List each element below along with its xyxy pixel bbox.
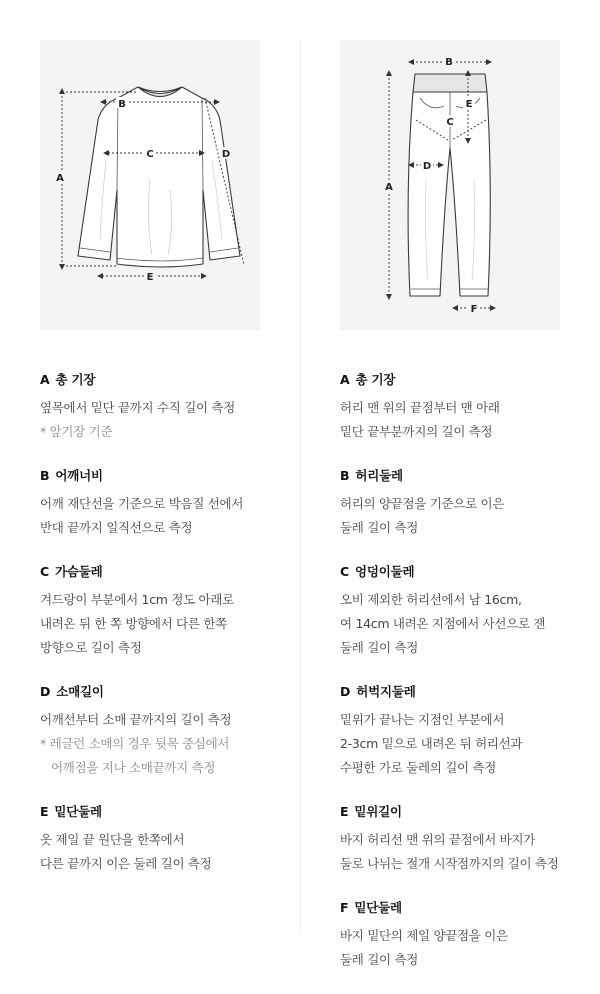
section-text: 바지 밑단의 제일 양끝점을 이은 (340, 928, 508, 943)
section-text: 허리의 양끝점을 기준으로 이은 (340, 496, 505, 511)
bottom-measurement-guide (340, 368, 590, 972)
section-note: * 레글런 소매의 경우 뒷목 중심에서 (40, 736, 230, 751)
bottom-section-d (340, 680, 590, 780)
section-title: E 밑위길이 (340, 804, 402, 819)
top-section-b (40, 464, 290, 540)
bottom-section-c (340, 560, 590, 660)
section-title: C 엉덩이둘레 (340, 564, 415, 579)
section-text: 어깨선부터 소매 끝까지의 길이 측정 (40, 712, 232, 727)
bottom-section-a (340, 368, 590, 444)
section-text: 수평한 가로 둘레의 길이 측정 (340, 760, 496, 775)
bottom-label-c: C (446, 117, 454, 128)
top-section-d (40, 680, 290, 780)
section-text: 오비 제외한 허리선에서 남 16cm, (340, 592, 522, 607)
bottom-label-f: F (470, 304, 478, 315)
bottom-label-b: B (445, 57, 453, 68)
top-section-a (40, 368, 290, 444)
top-label-a: A (56, 173, 64, 184)
bottom-section-f (340, 896, 590, 972)
section-title: D 소매길이 (40, 684, 104, 699)
section-note: 어깨점을 지나 소매끝까지 측정 (40, 760, 216, 775)
section-text: 어깨 재단선을 기준으로 박음질 선에서 (40, 496, 244, 511)
bottom-section-b (340, 464, 590, 540)
section-text: 내려온 뒤 한 쪽 방향에서 다른 한쪽 (40, 616, 227, 631)
pants-waistband (413, 74, 487, 92)
top-label-c: C (146, 149, 154, 160)
section-text: 옷 제일 끝 원단을 한쪽에서 (40, 832, 185, 847)
section-text: 방향으로 길이 측정 (40, 640, 142, 655)
section-title: B 어깨너비 (40, 468, 103, 483)
section-title: C 가슴둘레 (40, 564, 103, 579)
section-text: 겨드랑이 부분에서 1cm 정도 아래로 (40, 592, 234, 607)
bottom-section-e (340, 800, 590, 876)
section-title: A 총 기장 (340, 372, 396, 387)
section-text: 둘로 나뉘는 절개 시작점까지의 길이 측정 (340, 856, 559, 871)
bottom-label-d: D (422, 161, 432, 172)
section-title: F 밑단둘레 (340, 900, 402, 915)
bottom-measurement-illustration (340, 40, 560, 330)
top-section-e (40, 800, 290, 876)
section-text: 옆목에서 밑단 끝까지 수직 길이 측정 (40, 400, 235, 415)
section-title: A 총 기장 (40, 372, 96, 387)
section-text: 여 14cm 내려온 지점에서 사선으로 잰 (340, 616, 546, 631)
top-section-c (40, 560, 290, 660)
section-text: 밑위가 끝나는 지점인 부분에서 (340, 712, 505, 727)
section-title: E 밑단둘레 (40, 804, 102, 819)
section-text: 밑단 끝부분까지의 길이 측정 (340, 424, 493, 439)
section-text: 다른 끝까지 이은 둘레 길이 측정 (40, 856, 212, 871)
pants-diagram (340, 40, 560, 330)
top-label-d: D (221, 149, 231, 160)
section-title: B 허리둘레 (340, 468, 403, 483)
column-divider (300, 40, 301, 933)
section-text: 2-3cm 밑으로 내려온 뒤 허리선과 (340, 736, 523, 751)
section-title: D 허벅지둘레 (340, 684, 416, 699)
section-text: 반대 끝까지 일직선으로 측정 (40, 520, 193, 535)
section-text: 허리 맨 위의 끝점부터 맨 아래 (340, 400, 500, 415)
section-text: 둘레 길이 측정 (340, 520, 418, 535)
longsleeve-tshirt-diagram (40, 40, 260, 330)
top-measurement-illustration (40, 40, 260, 330)
bottom-label-a: A (385, 182, 393, 193)
section-note: * 앞기장 기준 (40, 424, 113, 439)
section-text: 둘레 길이 측정 (340, 640, 418, 655)
top-measurement-guide (40, 368, 290, 876)
top-label-e: E (146, 272, 154, 283)
section-text: 바지 허리선 맨 위의 끝점에서 바지가 (340, 832, 535, 847)
section-text: 둘레 길이 측정 (340, 952, 418, 967)
top-label-b: B (118, 99, 126, 110)
bottom-label-e: E (465, 99, 473, 110)
tshirt-outline (78, 87, 240, 267)
